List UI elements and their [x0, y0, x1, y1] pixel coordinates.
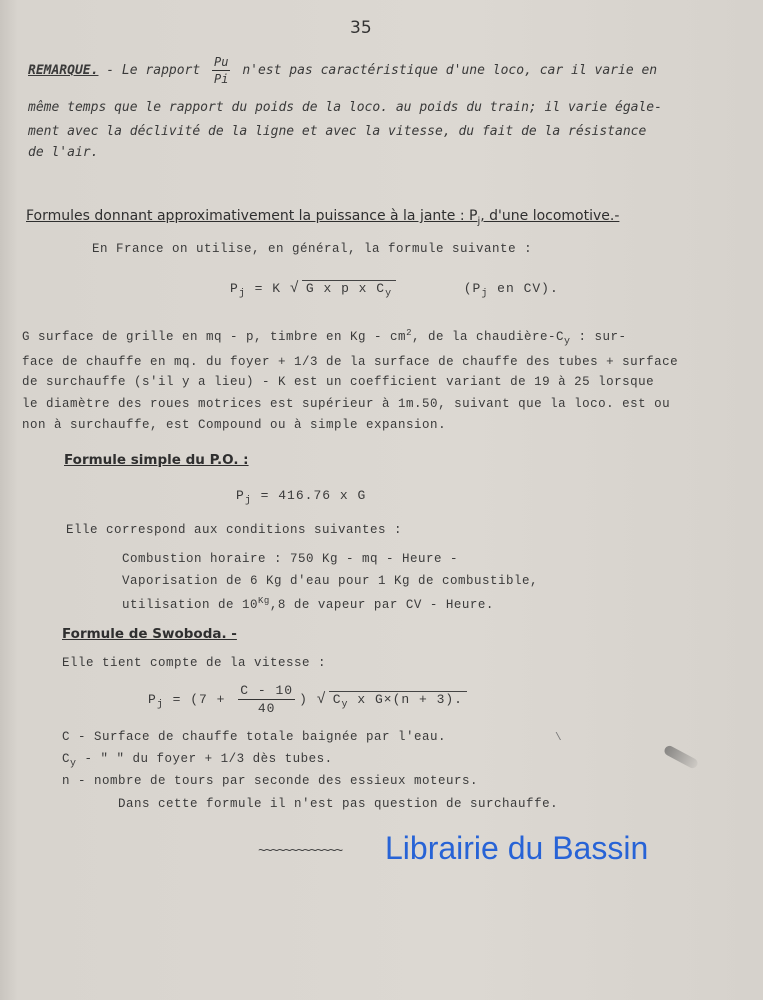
- remarque-text-b: n'est pas caractéristique d'une loco, car il varie en: [242, 63, 658, 78]
- def-line-2: face de chauffe en mq. du foyer + 1/3 de la surface de chauffe des tubes + surface: [22, 355, 679, 369]
- po-cond-3-sup: Kg: [258, 596, 270, 606]
- sw-frac-num: C - 10: [240, 683, 294, 698]
- sw-root-a: C: [332, 691, 342, 707]
- sqrt-symbol: √: [289, 280, 300, 297]
- sqrt-symbol-2: √: [316, 690, 327, 708]
- po-lhs: P: [236, 488, 245, 503]
- intro-line: En France on utilise, en général, la formule suivante :: [92, 242, 533, 256]
- stray-mark: \: [555, 732, 562, 744]
- sw-def-2a: C: [62, 752, 71, 766]
- sw-frac-den: 40: [257, 701, 276, 716]
- def-1a: G surface de grille en mq - p, timbre en Kg - cm: [22, 330, 407, 345]
- def-1-sup: 2: [406, 328, 412, 338]
- po-cond-3: [122, 596, 494, 612]
- remarque-line-2: même temps que le rapport du poids de la loco. au poids du train; il varie égale-: [28, 100, 662, 115]
- po-cond-3a: utilisation de 10: [122, 598, 259, 613]
- po-lhs-sub: j: [244, 495, 252, 507]
- sw-def-2b: - " " du foyer + 1/3 dès tubes.: [84, 752, 333, 766]
- po-cond-2: Vaporisation de 6 Kg d'eau pour 1 Kg de combustible,: [122, 574, 539, 588]
- f1-unit-b: en CV).: [497, 281, 559, 296]
- ratio-fraction: [212, 56, 230, 85]
- def-line-3: de surchauffe (s'il y a lieu) - K est un coefficient variant de 19 à 25 lorsque: [22, 375, 655, 389]
- def-line-1: [22, 328, 627, 348]
- sw-radicand: [329, 691, 467, 711]
- sw-def-1: C - Surface de chauffe totale baignée par l'eau.: [62, 730, 447, 744]
- f1-lhs-sub: j: [238, 288, 246, 300]
- sw-eq: = (7 +: [172, 691, 226, 707]
- remarque-line-4: de l'air.: [28, 145, 99, 160]
- remarque-line-1: [28, 56, 657, 85]
- section-title-sub: j: [477, 215, 481, 227]
- po-cond-3b: ,8 de vapeur par CV - Heure.: [269, 598, 494, 613]
- sw-def-3: n - nombre de tours par seconde des essieux moteurs.: [62, 774, 479, 788]
- def-line-4: le diamètre des roues motrices est supérieur à 1m.50, suivant que la loco. est ou: [22, 397, 671, 411]
- swoboda-formula: [148, 684, 467, 715]
- watermark: Librairie du Bassin: [385, 830, 649, 866]
- def-1b: , de la chaudière-C: [411, 330, 564, 345]
- sw-def-4: Dans cette formule il n'est pas question de surchauffe.: [118, 797, 559, 811]
- separator-line: ~~~~~~~~~~~~~: [258, 844, 342, 860]
- f1-lhs: P: [230, 281, 239, 296]
- section-title-b: , d'une locomotive.-: [480, 208, 620, 224]
- po-formula: [236, 488, 366, 507]
- sw-fraction: [238, 684, 295, 715]
- fraction-denominator: Pi: [214, 72, 229, 86]
- po-intro: Elle correspond aux conditions suivantes :: [66, 523, 403, 537]
- f1-unit-sub: j: [481, 288, 489, 300]
- remarque-label: REMARQUE.: [28, 63, 99, 78]
- f1-unit-a: (P: [463, 281, 482, 296]
- f1-radicand: [302, 280, 396, 300]
- sw-lhs: P: [148, 691, 157, 707]
- swoboda-title: Formule de Swoboda. -: [62, 626, 237, 642]
- f1-eq: = K: [254, 281, 282, 296]
- formula-1: [230, 280, 559, 300]
- def-1c: : sur-: [578, 330, 627, 345]
- sw-root-b: x G×(n + 3).: [357, 691, 463, 707]
- def-line-5: non à surchauffe, est Compound ou à simple expansion.: [22, 418, 447, 432]
- def-1-sub: y: [564, 336, 571, 348]
- section-title-a: Formules donnant approximativement la puissance à la jante : P: [26, 208, 478, 224]
- sw-close: ): [299, 691, 308, 707]
- fraction-numerator: Pu: [214, 55, 229, 69]
- f1-root-sub: y: [385, 288, 393, 300]
- page-number: 35: [350, 18, 372, 38]
- sw-def-2: [62, 752, 333, 770]
- sw-root-sub: y: [341, 699, 349, 711]
- po-rhs: = 416.76 x G: [260, 488, 367, 503]
- section-title: [26, 208, 619, 227]
- po-title: Formule simple du P.O. :: [64, 452, 249, 468]
- po-cond-1: Combustion horaire : 750 Kg - mq - Heure -: [122, 552, 459, 566]
- smudge-mark: [663, 744, 699, 770]
- sw-def-2-sub: y: [70, 758, 77, 770]
- remarque-text-a: - Le rapport: [106, 63, 201, 78]
- swoboda-intro: Elle tient compte de la vitesse :: [62, 656, 327, 670]
- f1-root: G x p x C: [305, 281, 386, 296]
- sw-lhs-sub: j: [156, 699, 164, 711]
- remarque-line-3: ment avec la déclivité de la ligne et avec la vitesse, du fait de la résistance: [28, 124, 647, 139]
